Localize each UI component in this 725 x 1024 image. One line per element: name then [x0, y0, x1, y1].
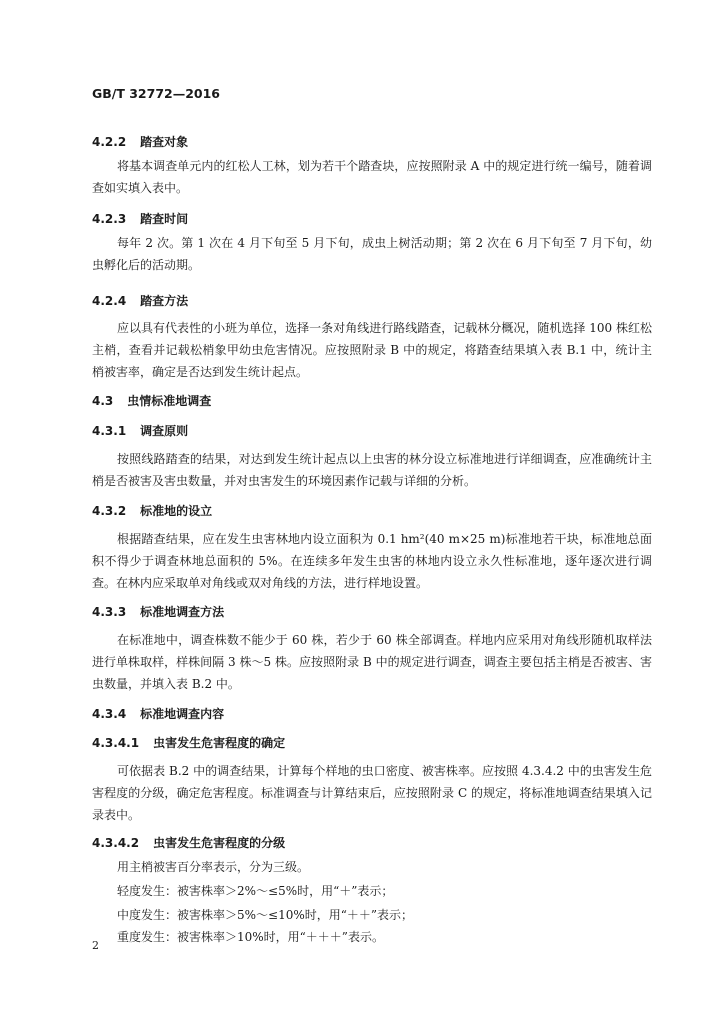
section-title: 踏查对象 — [140, 135, 189, 149]
section-title: 虫情标准地调查 — [127, 394, 212, 408]
heading-4-3-3 — [92, 603, 224, 620]
section-number: 4.3.4.1 — [92, 736, 140, 750]
section-title: 标准地调查内容 — [140, 707, 225, 721]
page-number: 2 — [92, 939, 99, 952]
heading-4-2-3 — [92, 210, 188, 227]
heading-4-3-2 — [92, 502, 212, 519]
heading-4-3-4-1 — [92, 734, 285, 751]
paragraph-4-3-2: 根据踏查结果，应在发生虫害林地内设立面积为 0.1 hm²(40 m×25 m)标准地若干块，标准地总面积不得少于调查林地总面积的 5%。在连续多年发生虫害的林地内设立永久性标准地，逐年逐次进行调查。在林内应采取单对角线或双对角线的方法，进行样地设置。 — [92, 532, 652, 590]
paragraph-4-3-1: 按照线路踏查的结果，对达到发生统计起点以上虫害的林分设立标准地进行详细调查，应准确统计主梢是否被害及害虫数量，并对虫害发生的环境因素作记载与详细的分析。 — [92, 452, 652, 488]
heading-4-2-2 — [92, 133, 188, 150]
grading-mild-line: 轻度发生：被害株率＞2%～≤5%时，用“＋”表示； — [117, 884, 394, 898]
heading-4-3 — [92, 392, 211, 409]
paragraph-4-2-4: 应以具有代表性的小班为单位，选择一条对角线进行路线踏查，记载林分概况，随机选择 100 株红松主梢，查看并记载松梢象甲幼虫危害情况。应按照附录 B 中的规定，将踏查结果填入表 B.1 中，统计主梢被害率，确定是否达到发生统计起点。 — [92, 321, 652, 379]
section-title: 标准地的设立 — [140, 504, 213, 518]
section-number: 4.3.1 — [92, 424, 127, 438]
section-number: 4.2.3 — [92, 212, 127, 226]
paragraph-4-3-3: 在标准地中，调查株数不能少于 60 株，若少于 60 株全部调查。样地内应采用对角线形随机取样法进行单株取样，样株间隔 3 株～5 株。应按照附录 B 中的规定进行调查，调查主要包括主梢是否被害、害虫数量，并填入表 B.2 中。 — [92, 633, 652, 691]
section-title: 虫害发生危害程度的分级 — [153, 836, 286, 850]
standard-code: GB/T 32772—2016 — [92, 86, 221, 101]
grading-severe-line: 重度发生：被害株率＞10%时，用“＋＋＋”表示。 — [117, 930, 384, 944]
heading-4-3-4 — [92, 705, 224, 722]
heading-4-3-1 — [92, 422, 188, 439]
paragraph-4-2-3: 每年 2 次。第 1 次在 4 月下旬至 5 月下旬，成虫上树活动期；第 2 次在 6 月下旬至 7 月下旬，幼虫孵化后的活动期。 — [92, 236, 652, 272]
section-number: 4.3.2 — [92, 504, 127, 518]
section-number: 4.3.4 — [92, 707, 127, 721]
section-title: 标准地调查方法 — [140, 605, 225, 619]
section-number: 4.3.4.2 — [92, 836, 140, 850]
section-number: 4.3.3 — [92, 605, 127, 619]
paragraph-4-3-4-1: 可依据表 B.2 中的调查结果，计算每个样地的虫口密度、被害株率。应按照 4.3.4.2 中的虫害发生危害程度的分级，确定危害程度。标准调查与计算结束后，应按照附录 C 的规定，将标准地调查结果填入记录表中。 — [92, 764, 652, 822]
heading-4-2-4 — [92, 292, 188, 309]
section-title: 调查原则 — [140, 424, 189, 438]
heading-4-3-4-2 — [92, 834, 285, 851]
section-number: 4.2.2 — [92, 135, 127, 149]
grading-intro-line: 用主梢被害百分率表示，分为三级。 — [117, 860, 310, 874]
section-title: 踏查时间 — [140, 212, 189, 226]
grading-moderate-line: 中度发生：被害株率＞5%～≤10%时，用“＋＋”表示； — [117, 908, 414, 922]
section-title: 虫害发生危害程度的确定 — [153, 736, 286, 750]
section-number: 4.3 — [92, 394, 114, 408]
paragraph-4-2-2: 将基本调查单元内的红松人工林，划为若干个踏查块，应按照附录 A 中的规定进行统一编号，随着调查如实填入表中。 — [92, 159, 652, 195]
section-number: 4.2.4 — [92, 294, 127, 308]
section-title: 踏查方法 — [140, 294, 189, 308]
